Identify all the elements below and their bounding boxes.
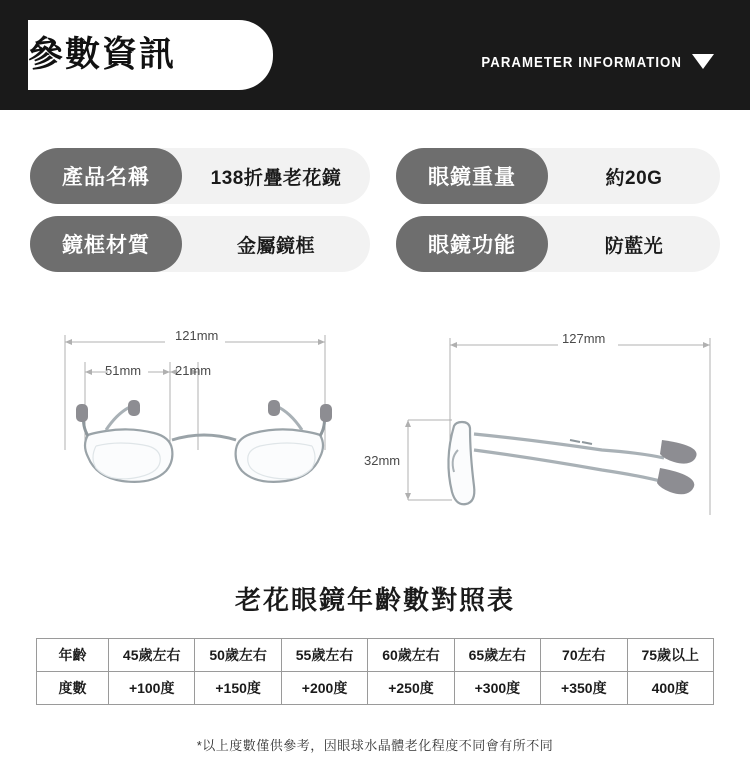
spec-label: 眼鏡重量 — [396, 148, 548, 204]
table-cell: 50歲左右 — [195, 639, 281, 672]
side-view-glasses — [380, 300, 730, 565]
page-title: 參數資訊 — [28, 35, 177, 74]
table-cell: +350度 — [541, 672, 627, 705]
spec-row — [0, 216, 750, 272]
table-cell: 45歲左右 — [109, 639, 195, 672]
table-cell: +300度 — [454, 672, 540, 705]
row-header-diopter: 度數 — [37, 672, 109, 705]
age-reference-table — [36, 638, 714, 705]
table-cell: 55歲左右 — [281, 639, 367, 672]
dimension-lens-height: 32mm — [364, 453, 401, 468]
spec-item-product-name — [30, 148, 370, 204]
spec-label: 眼鏡功能 — [396, 216, 548, 272]
table-footnote: *以上度數僅供參考，因眼球水晶體老化程度不同會有所不同 — [196, 738, 554, 753]
dimension-bridge-width: 21mm — [175, 363, 212, 378]
dimension-lens-width: 51mm — [105, 363, 142, 378]
table-cell: +200度 — [281, 672, 367, 705]
table-cell: +250度 — [368, 672, 454, 705]
spec-value: 金屬鏡框 — [236, 235, 315, 257]
table-cell: 70左右 — [541, 639, 627, 672]
table-cell: +100度 — [109, 672, 195, 705]
spec-list — [0, 140, 750, 280]
front-view-diagram — [20, 300, 370, 565]
spec-value: 138折疊老花鏡 — [210, 167, 342, 189]
side-view-diagram — [364, 300, 730, 565]
dimension-temple-length: 127mm — [562, 331, 606, 346]
table-row — [37, 639, 714, 672]
header-subtitle-en: PARAMETER INFORMATION — [481, 54, 682, 71]
age-table-title: 老花眼鏡年齡數對照表 — [234, 585, 515, 615]
spec-label: 鏡框材質 — [30, 216, 182, 272]
row-header-age: 年齡 — [37, 639, 109, 672]
spec-value: 約20G — [605, 167, 663, 189]
diagram-section — [0, 300, 750, 565]
spec-item-frame-material — [30, 216, 370, 272]
dimension-total-width: 121mm — [175, 328, 219, 343]
spec-row — [0, 148, 750, 204]
table-row — [37, 672, 714, 705]
page-header — [0, 0, 750, 110]
spec-item-function — [396, 216, 720, 272]
spec-label: 產品名稱 — [30, 148, 182, 204]
triangle-down-icon — [692, 54, 714, 69]
table-cell: 75歲以上 — [627, 639, 713, 672]
table-cell: 400度 — [627, 672, 713, 705]
spec-item-weight — [396, 148, 720, 204]
table-cell: +150度 — [195, 672, 281, 705]
table-cell: 65歲左右 — [454, 639, 540, 672]
spec-value: 防藍光 — [604, 235, 664, 257]
table-cell: 60歲左右 — [368, 639, 454, 672]
